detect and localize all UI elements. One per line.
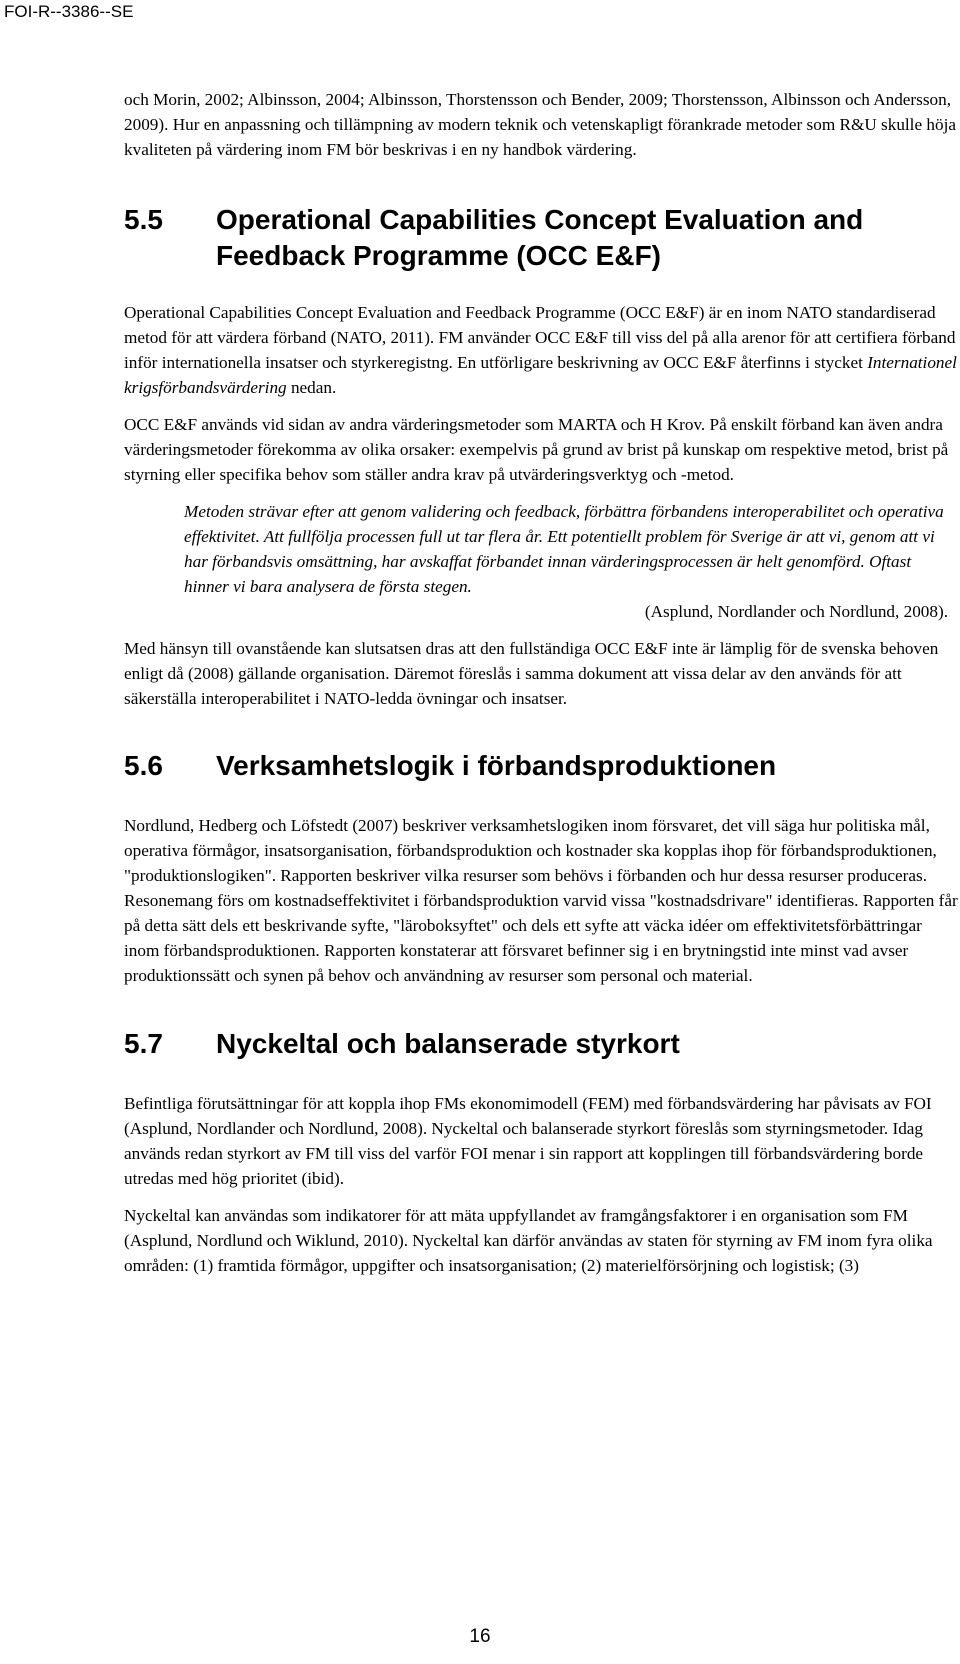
section-number: 5.7	[124, 1028, 163, 1059]
section-title: Nyckeltal och balanserade styrkort	[216, 1028, 680, 1059]
section-heading-5-7	[124, 1026, 958, 1062]
section-title: Verksamhetslogik i förbandsproduktionen	[216, 750, 777, 781]
body-paragraph: Nyckeltal kan användas som indikatorer för att mäta uppfyllandet av framgångsfaktorer i en organisation som FM (Asplund, Nordlund och Wiklund, 2010). Nyckeltal kan därför användas av staten för styrning av FM inom fyra olika områden: (1) framtida förmågor, uppgifter och insatsorganisation; (2) materielförsörjning och logistisk; (3)	[124, 1206, 933, 1275]
body-paragraph	[124, 300, 958, 400]
body-paragraph: Nordlund, Hedberg och Löfstedt (2007) beskriver verksamhetslogiken inom försvaret, det vill säga hur politiska mål, operativa förmågor, insatsorganisation, förbandsproduktion och kostnader ska kopplas ihop för förbandsproduktionen, "produktionslogiken". Rapporten beskriver vilka resurser som behövs i förbanden och hur dessa resurser produceras. Resonemang förs om kostnadseffektivitet i förbandsproduktion varvid vissa "kostnadsdrivare" identifieras. Rapporten får på detta sätt dels ett beskrivande syfte, "läroboksyftet" och dels ett syfte att väcka idéer om effektivitetsförbättringar inom förbandsproduktionen. Rapporten konstaterar att försvaret befinner sig i en brytningstid inte minst vad avser produktionssätt och synen på behov och användning av resurser som personal och material.	[124, 816, 958, 985]
body-paragraph: Befintliga förutsättningar för att koppla ihop FMs ekonomimodell (FEM) med förbandsvärdering har påvisats av FOI (Asplund, Nordlander och Nordlund, 2008). Nyckeltal och balanserade styrkort föreslås som styrningsmetoder. Idag används redan styrkort av FM till viss del varför FOI menar i sin rapport att kopplingen till förbandsvärdering borde utredas med hög prioritet (ibid).	[124, 1094, 932, 1188]
page-number: 16	[469, 1626, 491, 1647]
paragraph-italic-reference: Internationel krigsförbandsvärdering	[124, 353, 957, 397]
section-heading-5-6	[124, 748, 958, 784]
body-paragraph: Med hänsyn till ovanstående kan slutsatsen dras att den fullständiga OCC E&F inte är lämplig för de svenska behoven enligt då (2008) gällande organisation. Däremot föreslås i samma dokument att vissa delar av den används för att säkerställa interoperabilitet i NATO-ledda övningar och insatser.	[124, 639, 939, 708]
paragraph-text: Operational Capabilities Concept Evaluation and Feedback Programme (OCC E&F) är en inom NATO standardiserad metod för att värdera förband (NATO, 2011). FM använder OCC E&F till viss del på alla arenor för att certifiera förband inför internationella insatser och styrkeregistng. En utförligare beskrivning av OCC E&F återfinns i stycket	[124, 303, 956, 372]
document-id: FOI-R--3386--SE	[4, 2, 134, 21]
section-number: 5.5	[124, 204, 163, 235]
block-quote: Metoden strävar efter att genom validering och feedback, förbättra förbandens interoperabilitet och operativa effektivitet. Att fullfölja processen full ut tar flera år. Ett potentiellt problem för Sverige är att vi, genom att vi har förbandsvis omsättning, har avskaffat förbandet innan värderingsprocessen är helt genomförd. Oftast hinner vi bara analysera de första stegen.	[184, 502, 944, 596]
section-title: Operational Capabilities Concept Evaluation and Feedback Programme (OCC E&F)	[216, 204, 864, 271]
section-heading-5-5	[124, 202, 958, 274]
page-content	[124, 0, 958, 1278]
intro-paragraph: och Morin, 2002; Albinsson, 2004; Albinsson, Thorstensson och Bender, 2009; Thorstensson, Albinsson och Andersson, 2009). Hur en anpassning och tillämpning av modern teknik och vetenskapligt förankrade metoder som R&U skulle höja kvaliteten på värdering inom FM bör beskrivas i en ny handbok värdering.	[124, 90, 956, 159]
quote-source: (Asplund, Nordlander och Nordlund, 2008).	[644, 602, 948, 621]
paragraph-text: nedan.	[286, 378, 337, 397]
section-number: 5.6	[124, 750, 163, 781]
body-paragraph: OCC E&F används vid sidan av andra värderingsmetoder som MARTA och H Krov. På enskilt förband kan även andra värderingsmetoder förekomma av olika orsaker: exempelvis på grund av brist på kunskap om respektive metod, brist på styrning eller specifika behov som ställer andra krav på utvärderingsverktyg och -metod.	[124, 415, 949, 484]
